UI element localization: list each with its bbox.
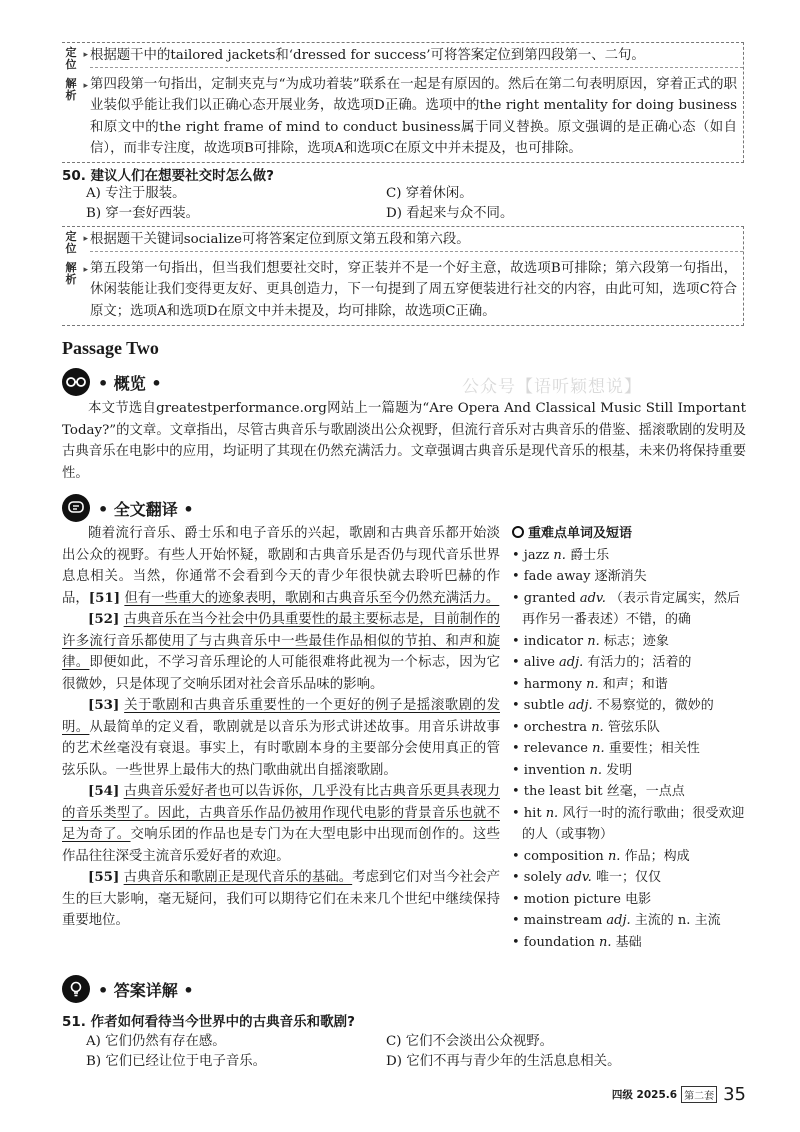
q51-question: 51. 作者如何看待当今世界中的古典音乐和歌剧? xyxy=(62,1014,355,1030)
option-b: B) 它们已经让位于电子音乐。 xyxy=(86,1054,267,1069)
overview-label: • 概览 • xyxy=(98,373,162,393)
vocab-item: • mainstream adj. 主流的 n. 主流 xyxy=(512,913,721,928)
translation-paragraph-1: 随着流行音乐、爵士乐和电子音乐的兴起，歌剧和古典音乐都开始淡出公众的视野。有些人开始怀疑，歌剧和古典音乐是否仍与现代音乐世界息息相关。当然，你通常不会看到今天的青少年很快就去聆听巴赫的作品，[51] 但有一些重大的迹象表明，歌剧和古典音乐至今仍然充满活力。 xyxy=(62,526,500,606)
vocab-item: • subtle adj. 不易察觉的，微妙的 xyxy=(512,698,714,713)
q50-analysis-text: 第五段第一句指出，但当我们想要社交时，穿正装并不是一个好主意，故选项B可排除；第六段第一句指出，休闲装能让我们变得更友好、更具创造力，下一句提到了周五穿便装进行社交的内容，由此可知，选项C符合原文；选项A和选项D在原文中并未提及，均可排除，故选项C正确。 xyxy=(90,260,737,319)
vocab-item: • the least bit 丝毫，一点点 xyxy=(512,784,685,799)
locate-tag: ▸ 定位 xyxy=(62,231,80,255)
q49-explanation-box xyxy=(62,42,744,163)
page-number: 35 xyxy=(723,1084,746,1105)
vocab-item: • indicator n. 标志；迹象 xyxy=(512,633,669,649)
vocab-item: • foundation n. 基础 xyxy=(512,934,642,950)
translation-body xyxy=(62,523,500,932)
translation-paragraph-5: [55] 古典音乐和歌剧正是现代音乐的基础。考虑到它们对当今社会产生的巨大影响，毫无疑问，我们可以期待它们在未来几个世纪中继续保持重要地位。 xyxy=(62,869,500,928)
option-a: A) 它们仍然有存在感。 xyxy=(86,1034,226,1049)
vocab-item: • granted adv. （表示肯定属实，然后再作另一番表述）不错，的确 xyxy=(512,590,740,627)
translation-paragraph-4: [54] 古典音乐爱好者也可以告诉你，几乎没有比古典音乐更具表现力的音乐类型了。因此，古典音乐作品仍被用作现代电影的背景音乐也就不足为奇了。交响乐团的作品也是专门为在大型电影中出现而创作的。这些作品往往深受主流音乐爱好者的欢迎。 xyxy=(62,783,501,864)
q50-question: 50. 建议人们在想要社交时怎么做? xyxy=(62,168,274,184)
set-tag: 第二套 xyxy=(681,1086,717,1103)
locate-tag: ▸ 定位 xyxy=(62,47,80,71)
q50-options xyxy=(86,184,746,224)
vocab-item: • hit n. 风行一时的流行歌曲；很受欢迎的人（或事物） xyxy=(512,805,745,842)
vocab-item: • alive adj. 有活力的；活着的 xyxy=(512,655,692,670)
lightbulb-icon xyxy=(62,975,90,1003)
watermark: 公众号【语听颖想说】 xyxy=(462,377,642,397)
translation-paragraph-3: [53] 关于歌剧和古典音乐重要性的一个更好的例子是摇滚歌剧的发明。从最简单的定义看，歌剧就是以音乐为形式讲述故事。用音乐讲故事的艺术丝毫没有衰退。事实上，有时歌剧本身的主要部分会使用真正的管弦乐队。一些世界上最伟大的热门歌曲就出自摇滚歌剧。 xyxy=(62,697,501,778)
option-d: D) 看起来与众不同。 xyxy=(386,206,514,221)
q49-analysis-text: 第四段第一句指出，定制夹克与“为成功着装”联系在一起是有原因的。然后在第二句表明原因，穿着正式的职业装似乎能让我们以正确心态开展业务，故选项D正确。选项中的the right mentality for doing business和原文中的the right frame of mind to conduct business属于同义替换。原文强调的是正确心态（如自信），而非专注度，故选项B可排除，选项A和选项C在原文中并未提及，也可排除。 xyxy=(90,76,737,156)
option-d: D) 它们不再与青少年的生活息息相关。 xyxy=(386,1054,621,1069)
vocab-item: • fade away 逐渐消失 xyxy=(512,569,647,584)
translation-paragraph-2: [52] 古典音乐在当今社会中仍具重要性的最主要标志是，目前制作的许多流行音乐都使用了与古典音乐中一些最佳作品相似的节拍、和声和旋律。即便如此，不学习音乐理论的人可能很难将此视为一个标志，因为它很微妙，只是体现了交响乐团对社会音乐品味的影响。 xyxy=(62,611,501,692)
q50-explanation-box xyxy=(62,226,744,326)
vocab-item: • composition n. 作品；构成 xyxy=(512,848,690,864)
answers-label: • 答案详解 • xyxy=(98,980,194,1000)
vocab-item: • solely adv. 唯一；仅仅 xyxy=(512,870,661,885)
option-b: B) 穿一套好西装。 xyxy=(86,206,200,221)
option-c: C) 穿着休闲。 xyxy=(386,186,473,201)
vocab-item: • jazz n. 爵士乐 xyxy=(512,547,610,563)
chat-bubble-icon xyxy=(62,494,90,522)
option-a: A) 专注于服装。 xyxy=(86,186,186,201)
vocab-item: • harmony n. 和声；和谐 xyxy=(512,676,668,692)
edition-label: 四级 2025.6 xyxy=(611,1089,678,1101)
analysis-tag: ▸ 解析 xyxy=(62,78,80,102)
overview-heading xyxy=(62,368,162,396)
translation-label: • 全文翻译 • xyxy=(98,499,194,519)
option-c: C) 它们不会淡出公众视野。 xyxy=(386,1034,554,1049)
vocab-item: • invention n. 发明 xyxy=(512,762,633,778)
q50-locate-text: 根据题干关键词socialize可将答案定位到原文第五段和第六段。 xyxy=(90,232,470,247)
translation-heading xyxy=(62,494,194,522)
q51-options xyxy=(86,1032,746,1072)
page-footer xyxy=(612,1084,746,1105)
overview-text: 本文节选自greatestperformance.org网站上一篇题为“Are Opera And Classical Music Still Important Today?”的文章。文章指出，尽管古典音乐与歌剧淡出公众视野，但流行音乐对古典音乐的借鉴、摇滚歌剧的发明及古典音乐在电影中的应用，均证明了其现在仍然充满活力。文章强调古典音乐是现代音乐的根基，未来仍将保持重要性。 xyxy=(62,401,746,481)
vocab-item: • relevance n. 重要性；相关性 xyxy=(512,741,700,756)
passage-title: Passage Two xyxy=(62,338,159,358)
vocab-panel xyxy=(512,523,748,953)
q49-locate-text: 根据题干中的tailored jackets和‘dressed for success’可将答案定位到第四段第一、二句。 xyxy=(90,48,645,63)
vocab-title: 重难点单词及短语 xyxy=(512,523,748,545)
vocab-item: • motion picture 电影 xyxy=(512,891,652,907)
glasses-icon xyxy=(62,368,90,396)
target-icon xyxy=(512,526,524,538)
analysis-tag: ▸ 解析 xyxy=(62,262,80,286)
answers-heading xyxy=(62,975,194,1003)
vocab-item: • orchestra n. 管弦乐队 xyxy=(512,719,660,735)
